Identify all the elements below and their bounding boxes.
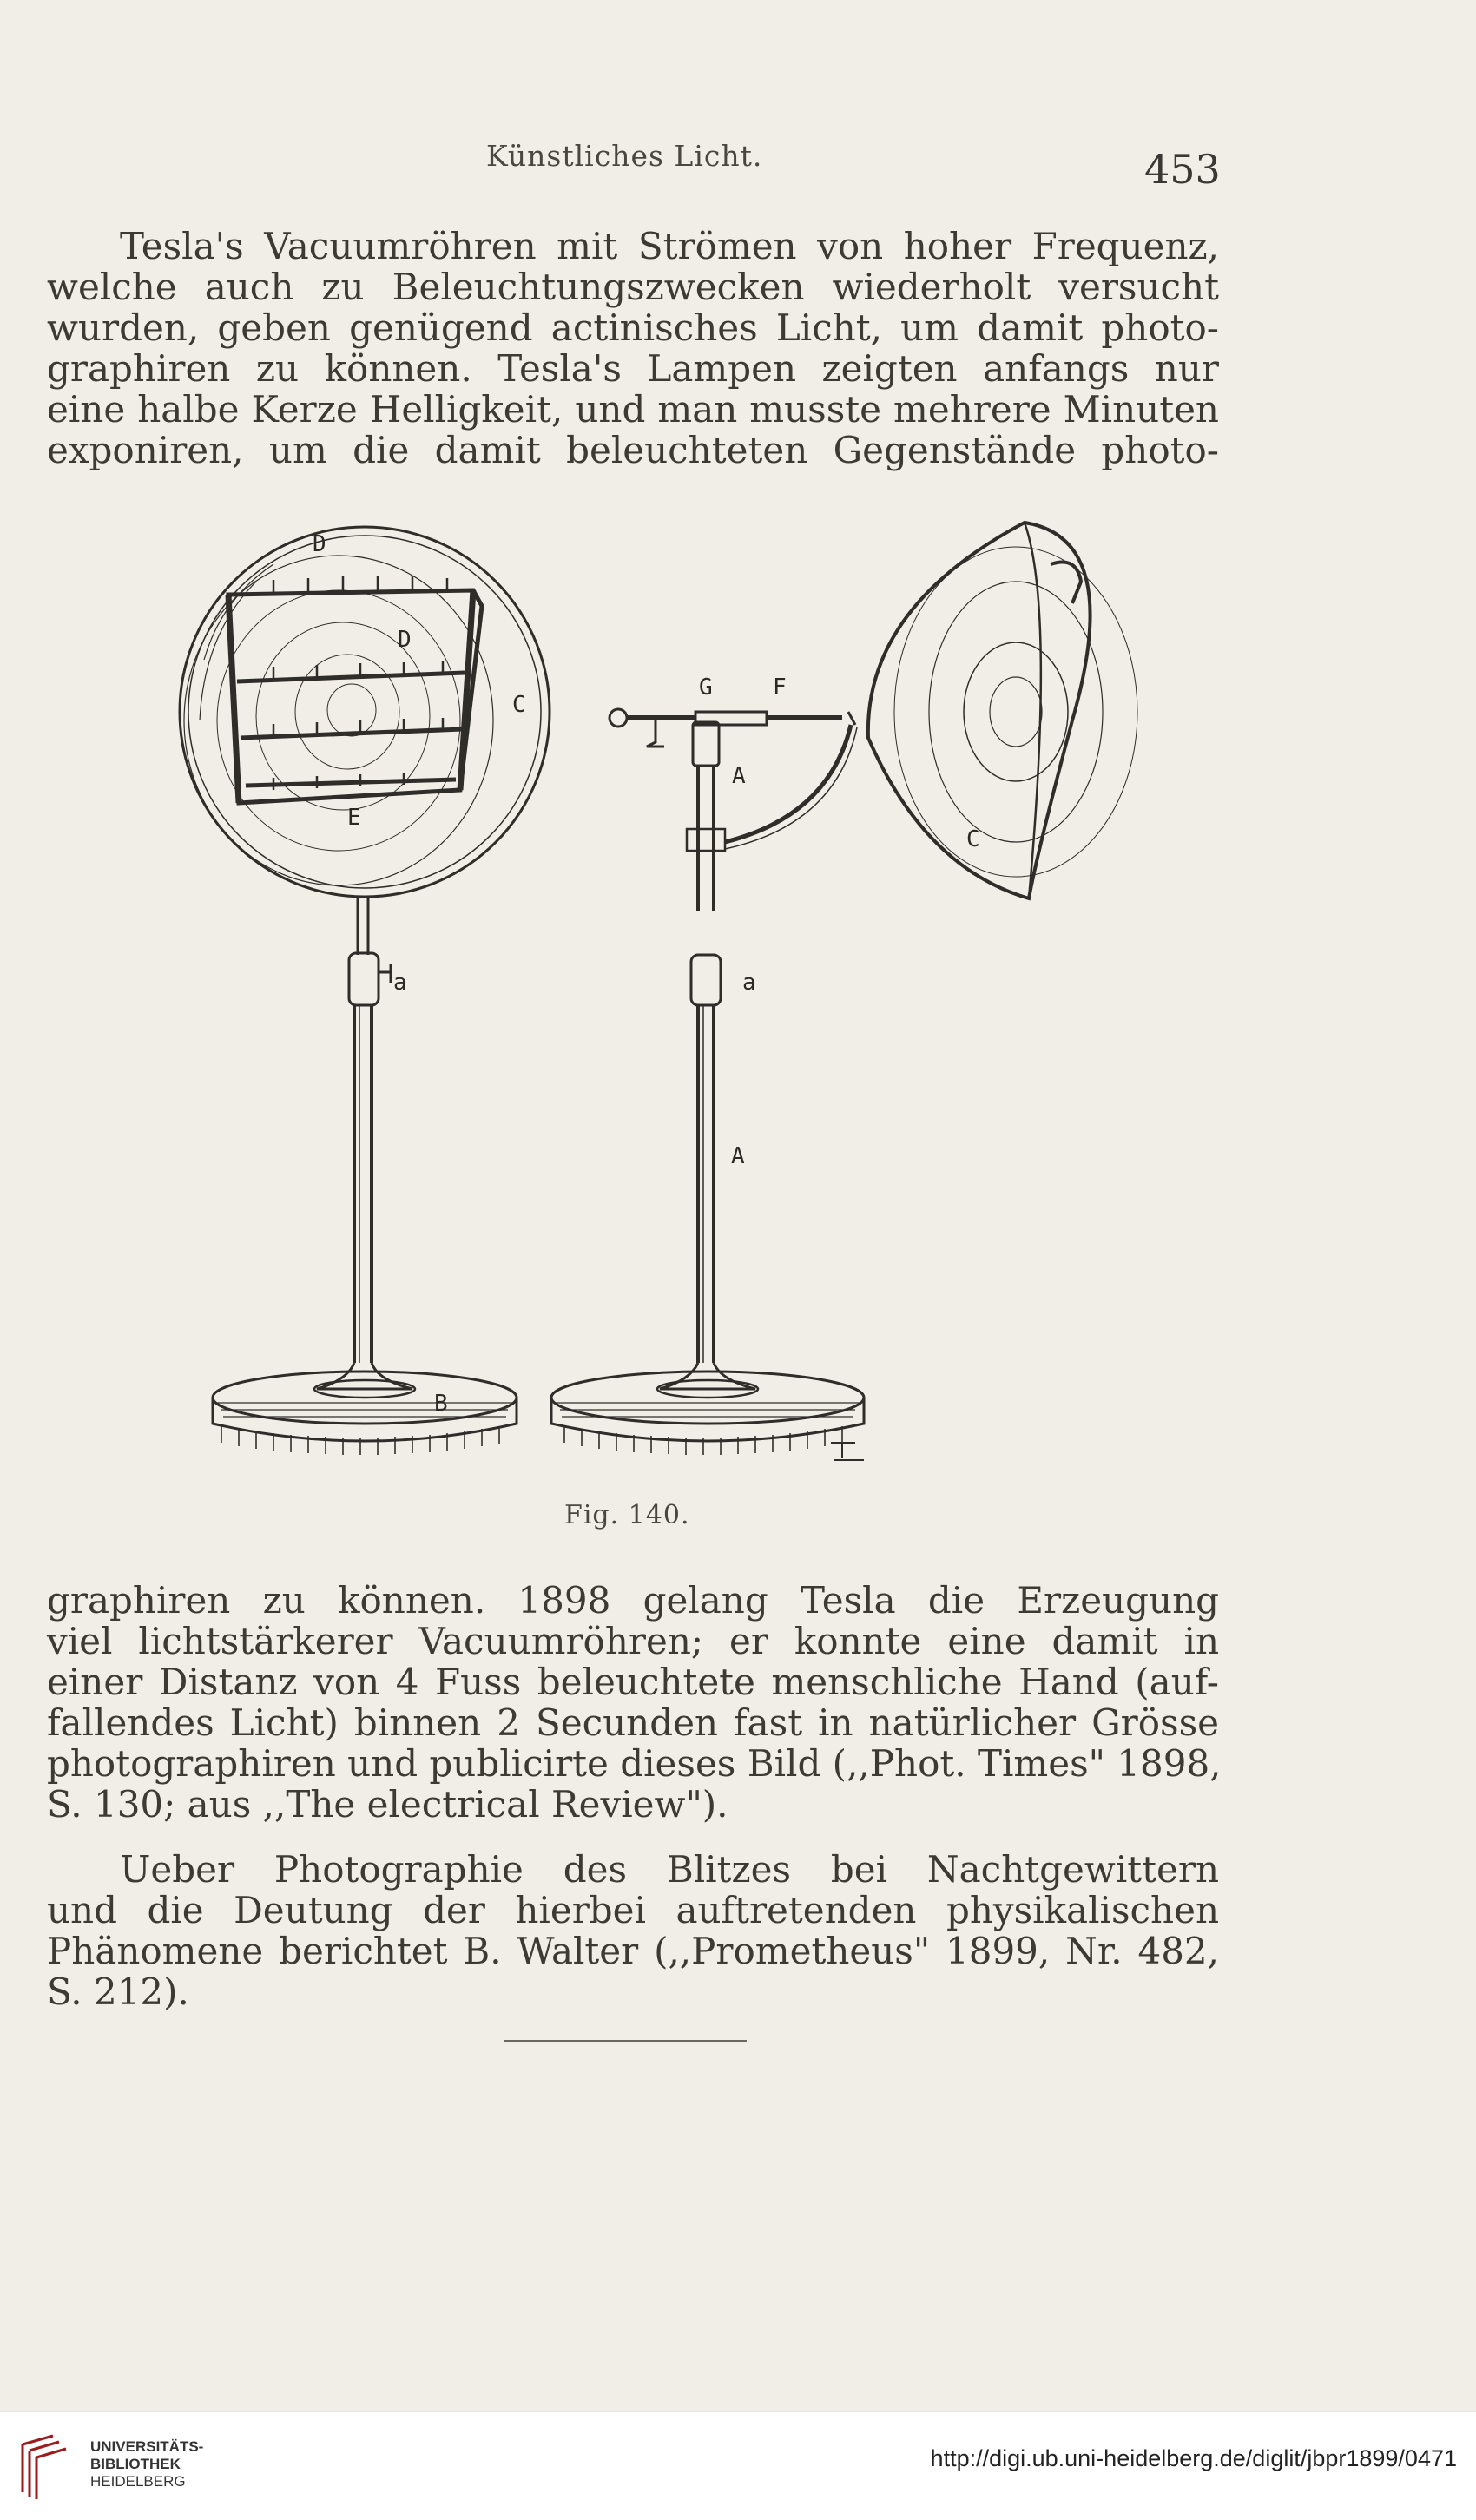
figure-caption: Fig. 140. [564,1500,690,1530]
text-line: und die Deutung der hierbei auftretenden physikalischen [47,1889,1219,1931]
figure-label: D [313,531,326,557]
text-line: S. 130; aus ,,The electrical Review"). [47,1783,728,1826]
text-line: graphiren zu können. Tesla's Lampen zeigten anfangs nur [47,347,1219,390]
right-lamp-reflector [868,523,1137,898]
page-number: 453 [1144,146,1221,193]
engraver-mark [831,1443,864,1460]
right-lamp-stand [551,709,864,1441]
figure-label: D [398,627,412,653]
text-line: einer Distanz von 4 Fuss beleuchtete menschliche Hand (auf- [47,1661,1219,1703]
university-library-logo-icon [14,2431,75,2501]
permalink-url[interactable]: http://digi.ub.uni-heidelberg.de/diglit/jbpr1899/0471 [930,2445,1457,2471]
text-line: S. 212). [47,1971,189,2013]
text-line: welche auch zu Beleuchtungszwecken wiederholt versucht [47,266,1219,308]
text-line: Tesla's Vacuumröhren mit Strömen von hoher Frequenz, [120,225,1219,267]
figure-label: F [773,674,787,701]
text-line: Phänomene berichtet B. Walter (,,Prometheus" 1899, Nr. 482, [47,1930,1219,1972]
figure-label: E [347,805,361,831]
paragraph-1 [47,226,1219,470]
paragraph-2 [47,1579,1222,1826]
text-line: graphiren zu können. 1898 gelang Tesla die Erzeugung [47,1579,1219,1622]
figure-label: B [434,1391,448,1417]
text-line: wurden, geben genügend actinisches Licht, um damit photo- [47,306,1219,349]
library-name [90,2438,203,2490]
text-line: photographiren und publicirte dieses Bild (,,Phot. Times" 1898, [47,1742,1222,1785]
running-head: Künstliches Licht. [486,139,763,173]
text-line: Ueber Photographie des Blitzes bei Nachtgewittern [120,1848,1219,1891]
library-footer [0,2411,1476,2520]
library-name-line: HEIDELBERG [90,2473,186,2490]
figure-label: C [512,692,526,718]
figure-label: A [731,1143,745,1169]
paragraph-3 [47,1849,1219,2012]
library-name-line: UNIVERSITÄTS- [90,2438,204,2455]
figure-label: C [966,826,980,852]
left-lamp-stand [213,896,517,1441]
text-line: exponiren, um die damit beleuchteten Gegenstände photo- [47,429,1219,471]
figure-label: a [742,970,756,996]
text-line: viel lichtstärkerer Vacuumröhren; er konnte eine damit in [47,1620,1219,1662]
text-line: eine halbe Kerze Helligkeit, und man musste mehrere Minuten [47,388,1219,431]
section-divider [504,2040,747,2042]
figure-label: A [732,763,746,789]
figure-label: a [393,970,407,996]
figure-label: G [699,674,713,701]
library-name-line: BIBLIOTHEK [90,2456,181,2472]
figure-tesla-lamps [169,503,1298,1484]
left-lamp-tube-frame [228,590,482,803]
text-line: fallendes Licht) binnen 2 Secunden fast in natürlicher Grösse [47,1701,1219,1744]
